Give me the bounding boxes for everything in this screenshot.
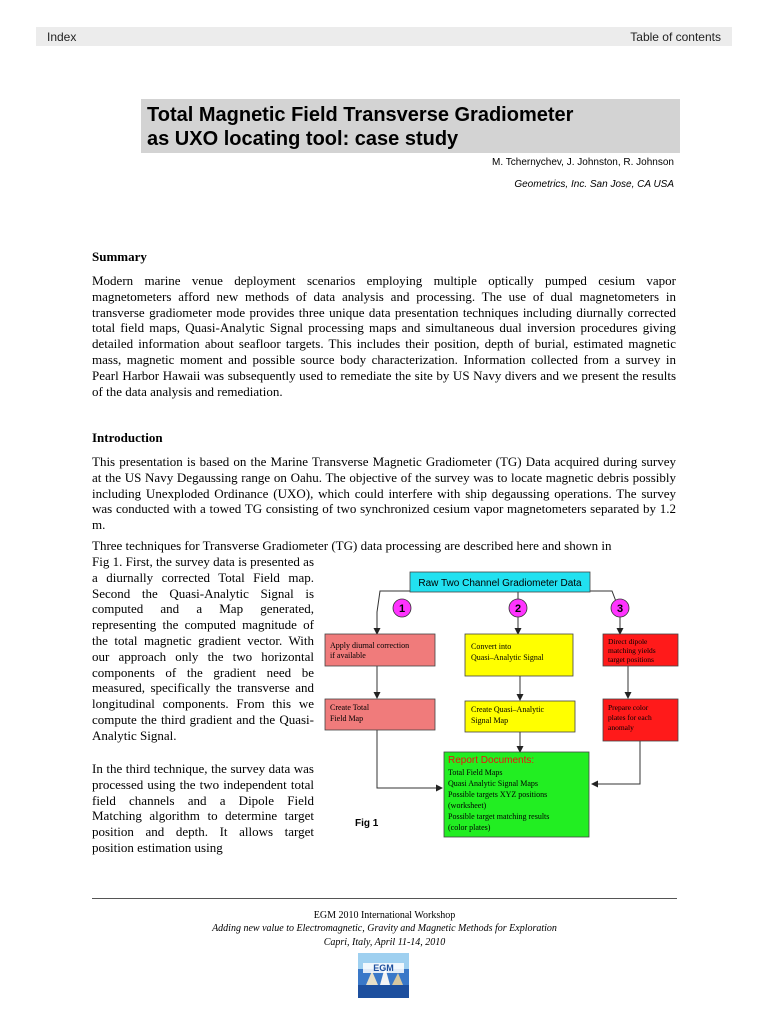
intro-paragraph-3: In the third technique, the survey data was processed using the two independent total field channels and a Dipole Field Matching algorithm to determine target position and depth. It allows target position estimation using bbox=[92, 761, 314, 855]
tfm-text-2: Field Map bbox=[330, 714, 364, 723]
step-3-number: 3 bbox=[616, 603, 624, 615]
figure-caption: Fig 1 bbox=[355, 818, 379, 829]
dipole-text-1: Direct dipole bbox=[608, 637, 648, 646]
arrow-3b-to-report bbox=[592, 740, 640, 784]
index-link[interactable]: Index bbox=[47, 30, 77, 44]
figure-1-flowchart bbox=[322, 562, 680, 842]
qas-map-text-2: Signal Map bbox=[471, 716, 509, 725]
footer bbox=[92, 909, 677, 949]
raw-data-label: Raw Two Channel Gradiometer Data bbox=[418, 578, 582, 589]
table-of-contents-link[interactable]: Table of contents bbox=[630, 30, 721, 44]
introduction-heading: Introduction bbox=[92, 430, 163, 445]
tfm-text-1: Create Total bbox=[330, 703, 370, 712]
report-title: Report Documents: bbox=[448, 755, 535, 766]
intro-paragraph-2-column: Fig 1. First, the survey data is presented as a diurnally corrected Total Field map. Second the Quasi-Analytic Signal is computed and a Map generated, representing the computed magnitude of the total magnetic gradient vector. With our approach only the two horizontal components of the gradient need be measured, specifically the transverse and longitudinal components. From this we compute the third gradient and the Quasi-Analytic Signal. bbox=[92, 554, 314, 743]
arrow-1b-to-report bbox=[377, 730, 442, 788]
authors: M. Tchernychev, J. Johnston, R. Johnson bbox=[492, 157, 674, 168]
dipole-text-2: matching yields bbox=[608, 646, 656, 655]
report-line-6: (color plates) bbox=[448, 823, 491, 832]
convert-text-2: Quasi–Analytic Signal bbox=[471, 653, 544, 662]
report-line-3: Possible targets XYZ positions bbox=[448, 790, 548, 799]
footer-subtitle: Adding new value to Electromagnetic, Gravity and Magnetic Methods for Exploration bbox=[212, 923, 557, 935]
title-line-2: as UXO locating tool: case study bbox=[147, 128, 459, 150]
summary-heading: Summary bbox=[92, 249, 147, 264]
top-nav-bar bbox=[36, 27, 732, 46]
diurnal-correction-box bbox=[325, 634, 435, 666]
title-line-1: Total Magnetic Field Transverse Gradiometer bbox=[147, 104, 574, 126]
report-line-1: Total Field Maps bbox=[448, 768, 503, 777]
diurnal-text-2: if available bbox=[330, 651, 366, 660]
report-line-2: Quasi Analytic Signal Maps bbox=[448, 779, 538, 788]
affiliation: Geometrics, Inc. San Jose, CA USA bbox=[514, 179, 674, 190]
qas-map-text-1: Create Quasi–Analytic bbox=[471, 705, 545, 714]
summary-text: Modern marine venue deployment scenarios employing multiple optically pumped cesium vapor magnetometers afford new methods of data analysis and processing. The use of dual magnetometers in transverse gradiometer mode provides three unique data presentation techniques including diurnally corrected total field maps, Quasi-Analytic Signal processing maps and simultaneous dual inversion procedures giving detailed information about seafloor targets. This includes their position, depth of burial, estimated magnetic mass, magnetic moment and possible source body characterization. Information collected from a survey in Pearl Harbor Hawaii was subsequently used to remediate the site by US Navy divers and we present the results of the data analysis and remediation. bbox=[92, 273, 676, 399]
convert-text-1: Convert into bbox=[471, 642, 512, 651]
intro-paragraph-1: This presentation is based on the Marine Transverse Magnetic Gradiometer (TG) Data acquired during survey at the US Navy Degaussing range on Oahu. The objective of the survey was to locate magnetic debris possibly including Unexploded Ordinance (UXO), which could interfere with ship degaussing operations. The survey was conducted with a towed TG consisting of two synchronized cesium vapor magnetometers separated by 1.2 m. bbox=[92, 454, 676, 533]
report-line-5: Possible target matching results bbox=[448, 812, 550, 821]
report-line-4: (worksheet) bbox=[448, 801, 487, 810]
plates-text-1: Prepare color bbox=[608, 703, 649, 712]
plates-text-2: plates for each bbox=[608, 713, 652, 722]
intro-paragraph-2-start: Three techniques for Transverse Gradiometer (TG) data processing are described here and shown in bbox=[92, 538, 612, 553]
step-1-number: 1 bbox=[398, 603, 406, 615]
logo-text: EGM bbox=[373, 963, 394, 973]
title-box bbox=[141, 99, 680, 153]
footer-location: Capri, Italy, April 11-14, 2010 bbox=[323, 936, 446, 948]
plates-text-3: anomaly bbox=[608, 723, 634, 732]
footer-rule bbox=[92, 898, 677, 899]
footer-workshop: EGM 2010 International Workshop bbox=[313, 910, 456, 921]
egm-logo-icon bbox=[358, 953, 409, 998]
paper-title bbox=[147, 103, 680, 151]
diurnal-text-1: Apply diurnal correction bbox=[330, 641, 410, 650]
step-2-number: 2 bbox=[514, 603, 522, 615]
dipole-text-3: target positions bbox=[608, 655, 654, 664]
